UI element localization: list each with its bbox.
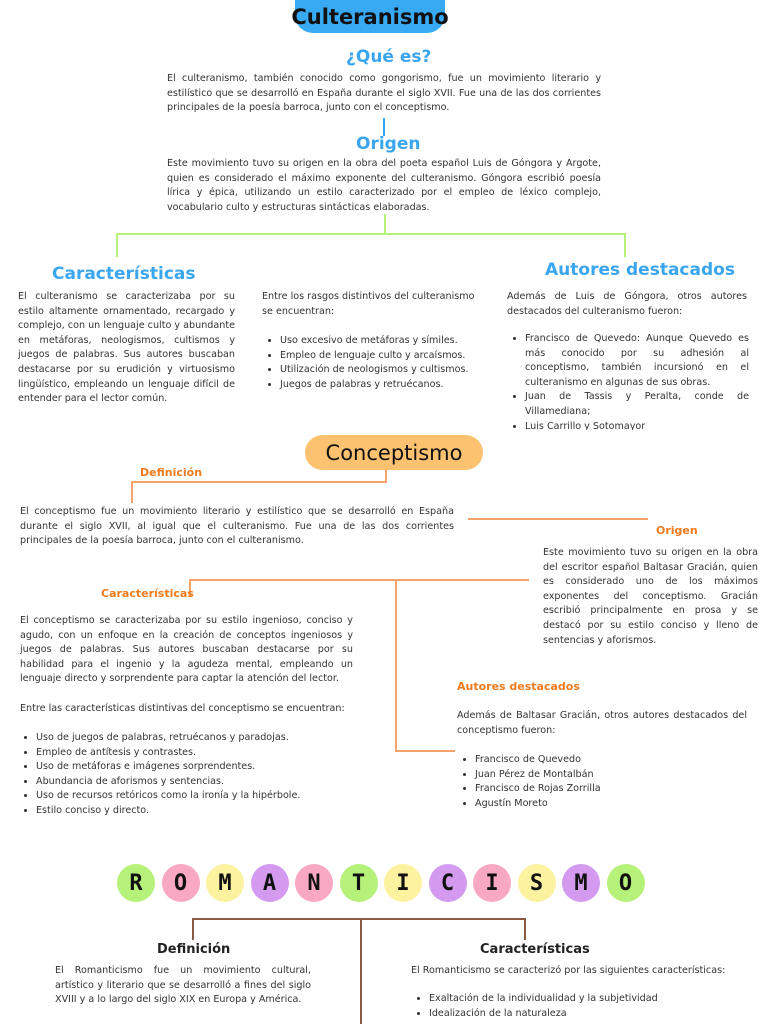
origen-heading: Origen [356, 134, 421, 154]
list-item: • Abundancia de aforismos y sentencias. [36, 775, 376, 790]
que-es-text: El culteranismo, también conocido como gongorismo, fue un movimiento literario y estilístico que se desarrolló en España durante el siglo XVII. Fue una de las dos corrientes principales de la poesía barroca, junto con el conceptismo. [167, 73, 601, 114]
conc-caracteristicas-intro: Entre las características distintivas del conceptismo se encuentran: [20, 703, 345, 714]
rom-connector-horizontal [192, 918, 526, 920]
connector-definicion [131, 481, 133, 503]
conc-autores-intro: Además de Baltasar Gracián, otros autores destacados del conceptismo fueron: [457, 710, 747, 736]
connector-caracteristicas [189, 579, 529, 581]
cult-autores-list [507, 332, 749, 430]
cult-rasgos-list [262, 334, 510, 392]
conc-caracteristicas-list [18, 731, 376, 819]
tree-connector-right [624, 233, 626, 257]
cult-autores-heading: Autores destacados [545, 260, 735, 280]
rom-definicion-heading: Definición [157, 942, 231, 957]
cult-rasgos-intro: Entre los rasgos distintivos del culteranismo se encuentran: [262, 291, 475, 317]
culteranismo-title: Culteranismo [291, 4, 449, 29]
romanticismo-letter: N [295, 864, 333, 902]
cult-caracteristicas-heading: Características [52, 264, 196, 284]
list-item: • Juan de Tassis y Peralta, conde de Villamediana; [525, 390, 749, 419]
connector-autores [395, 750, 455, 752]
conc-definicion-heading: Definición [140, 466, 203, 479]
list-item: • Exaltación de la individualidad y la subjetividad [429, 992, 759, 1007]
conc-origen-heading: Origen [656, 524, 698, 537]
list-item: • Uso de juegos de palabras, retruécanos y paradojas. [36, 731, 376, 746]
connector-autores-drop [395, 579, 397, 751]
romanticismo-letter: C [429, 864, 467, 902]
list-item: • Empleo de antítesis y contrastes. [36, 746, 376, 761]
conceptismo-title: Conceptismo [325, 440, 463, 465]
cult-autores-clip [507, 332, 749, 430]
romanticismo-letter: A [251, 864, 289, 902]
rom-caracteristicas-list [411, 992, 759, 1021]
rom-caracteristicas-intro: El Romanticismo se caracterizó por las siguientes características: [411, 965, 726, 976]
connector-origen [468, 518, 648, 520]
cult-caracteristicas-text: El culteranismo se caracterizaba por su estilo altamente ornamentado, recargado y complejo, con un lenguaje culto y abundante en metáforas, neologismos, cultismos y juegos de palabras. Sus autores buscaban destacarse por su erudición y virtuosismo lingüístico, empleando un lenguaje difícil de entender para el lector común. [18, 291, 235, 405]
romanticismo-letter: R [117, 864, 155, 902]
romanticismo-letter: M [206, 864, 244, 902]
list-item: • Uso de recursos retóricos como la ironía y la hipérbole. [36, 789, 376, 804]
list-item: • Juegos de palabras y retruécanos. [280, 378, 510, 393]
que-es-heading: ¿Qué es? [346, 47, 432, 67]
list-item: • Agustín Moreto [475, 797, 755, 812]
conc-caracteristicas-text: El conceptismo se caracterizaba por su estilo ingenioso, conciso y agudo, con un enfoque en la creación de conceptos ingeniosos y juegos de palabras. Sus autores buscaban destacarse por su habilidad para el ingenio y la agudeza mental, empleando un lenguaje directo y sorprendente para captar la atención del lector. [20, 615, 353, 685]
rom-caracteristicas-heading: Características [480, 942, 590, 957]
conceptismo-title-pill [305, 435, 483, 470]
conc-autores-list [457, 753, 755, 811]
romanticismo-letter: I [384, 864, 422, 902]
list-item: • Francisco de Quevedo [475, 753, 755, 768]
list-item: • Empleo de lenguaje culto y arcaísmos. [280, 349, 510, 364]
tree-connector-main [384, 214, 386, 234]
romanticismo-letter: S [518, 864, 556, 902]
tree-connector-horizontal [116, 233, 626, 235]
rom-connector-center [360, 918, 362, 1024]
list-item: • Francisco de Quevedo: Aunque Quevedo es más conocido por su adhesión al conceptismo, también incursionó en el culteranismo en algunas de sus obras. [525, 332, 749, 390]
list-item: • Estilo conciso y directo. [36, 804, 376, 819]
list-item: • Uso de metáforas e imágenes sorprendentes. [36, 760, 376, 775]
tree-connector-left [116, 233, 118, 257]
romanticismo-letter: O [607, 864, 645, 902]
list-item: • Luis Carrillo y Sotomayor [525, 420, 749, 430]
conc-autores-heading: Autores destacados [457, 680, 580, 693]
cult-autores-intro: Además de Luis de Góngora, otros autores destacados del culteranismo fueron: [507, 291, 747, 317]
romanticismo-letter: T [340, 864, 378, 902]
list-item: • Utilización de neologismos y cultismos. [280, 363, 510, 378]
list-item: • Juan Pérez de Montalbán [475, 768, 755, 783]
culteranismo-title-pill [291, 0, 449, 33]
rom-connector-left [192, 918, 194, 940]
romanticismo-letter: O [162, 864, 200, 902]
list-item: • Francisco de Rojas Zorrilla [475, 782, 755, 797]
rom-connector-right [524, 918, 526, 940]
conc-origen-text: Este movimiento tuvo su origen en la obra del escritor español Baltasar Gracián, quien es considerado uno de los máximos exponentes del conceptismo. Gracián escribió principalmente en prosa y se destacó por su estilo conciso y lleno de sentencias y aforismos. [543, 547, 758, 646]
conc-definicion-text: El conceptismo fue un movimiento literario y estilístico que se desarrolló en España durante el siglo XVII, al igual que el culteranismo. Fue una de las dos corrientes principales de la poesía barroca, junto con el culteranismo. [20, 506, 454, 547]
romanticismo-letter: M [562, 864, 600, 902]
romanticismo-letter: I [473, 864, 511, 902]
conc-caracteristicas-heading: Características [101, 587, 194, 600]
connector-concept-top [131, 481, 387, 483]
list-item: • Uso excesivo de metáforas y símiles. [280, 334, 510, 349]
origen-text: Este movimiento tuvo su origen en la obra del poeta español Luis de Góngora y Argote, quien es considerado el máximo exponente del culteranismo. Góngora escribió poesía lírica y épica, utilizando un estilo caracterizado por el empleo de léxico complejo, vocabulario culto y estructuras sintácticas elaboradas. [167, 158, 601, 213]
list-item: • Idealización de la naturaleza [429, 1007, 759, 1022]
rom-definicion-text: El Romanticismo fue un movimiento cultural, artístico y literario que se desarrolló a fines del siglo XVIII y a lo largo del siglo XIX en Europa y América. [55, 965, 311, 1006]
